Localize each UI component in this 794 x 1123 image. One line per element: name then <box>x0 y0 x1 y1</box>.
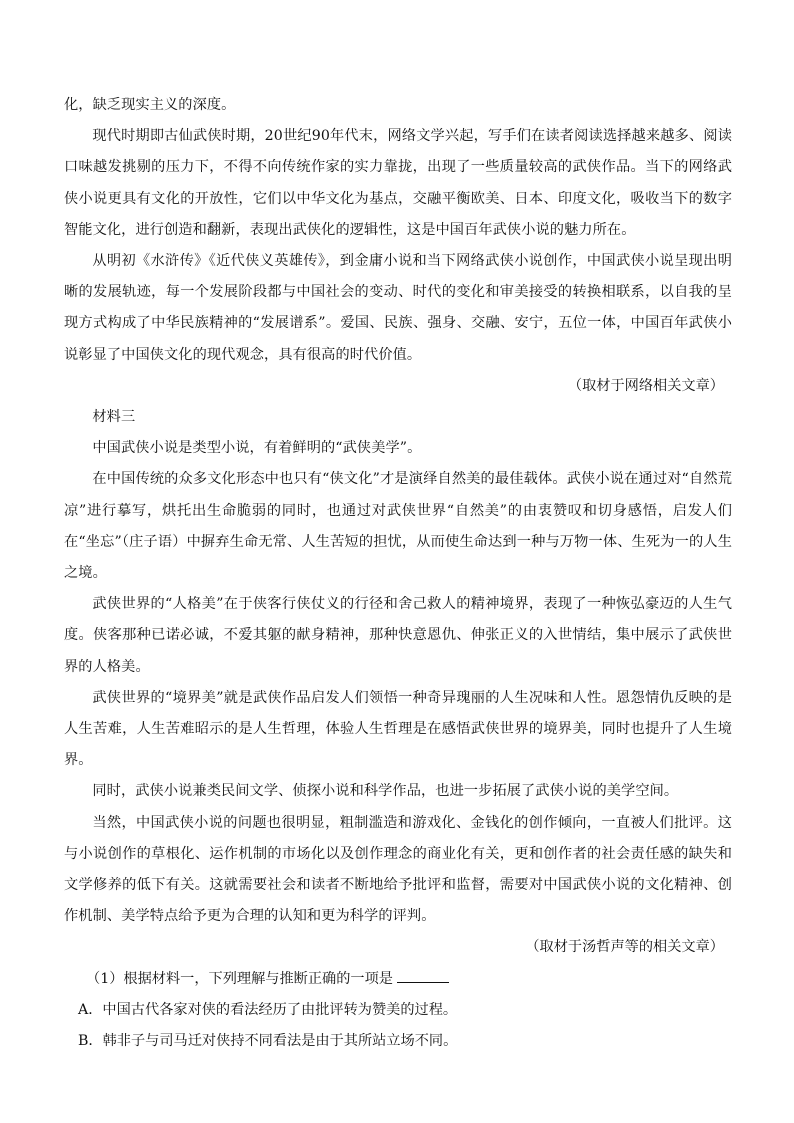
paragraph-modern-period: 现代时期即古仙武侠时期，20世纪90年代末，网络文学兴起，写手们在读者阅读选择越来越多、阅读口味越发挑剔的压力下，不得不向传统作家的实力靠拢，出现了一些质量较高的武侠作品。当下的网络武侠小说更具有文化的开放性，它们以中华文化为基点，交融平衡欧美、日本、印度文化，吸收当下的数字智能文化，进行创造和翻新，表现出武侠化的逻辑性，这是中国百年武侠小说的魅力所在。 <box>64 128 732 238</box>
paragraph-continuation: 化，缺乏现实主义的深度。 <box>64 97 236 113</box>
source-note-material-three: （取材于汤哲声等的相关文章） <box>525 939 724 956</box>
option-a: A．中国古代各家对侠的看法经历了由批评转为赞美的过程。 <box>78 1001 458 1018</box>
source-note-material-two: （取材于网络相关文章） <box>567 377 724 394</box>
paragraph-problems: 当然，中国武侠小说的问题也很明显，粗制滥造和游戏化、金钱化的创作倾向，一直被人们批评。这与小说创作的草根化、运作机制的市场化以及创作理念的商业化有关，更和创作者的社会责任感的缺失和文学修养的低下有关。这就需要社会和读者不断地给予批评和监督，需要对中国武侠小说的文化精神、创作机制、美学特点给予更为合理的认知和更为科学的评判。 <box>64 814 732 925</box>
paragraph-aesthetic-space: 同时，武侠小说兼类民间文学、侦探小说和科学作品，也进一步拓展了武侠小说的美学空间。 <box>92 783 679 800</box>
question-one <box>64 964 732 995</box>
material-three-heading: 材料三 <box>92 409 136 426</box>
paragraph-natural-beauty: 在中国传统的众多文化形态中也只有“侠文化”才是演绎自然美的最佳载体。武侠小说在通过对“自然荒凉”进行摹写，烘托出生命脆弱的同时，也通过对武侠世界“自然美”的由衷赞叹和切身感悟，启发人们在“坐忘”（庄子语）中摒弃生命无常、人生苦短的担忧，从而使生命达到一种与万物一体、生死为一的人生之境。 <box>64 471 732 582</box>
document-body <box>64 90 732 1057</box>
paragraph-realm-beauty: 武侠世界的“境界美”就是武侠作品启发人们领悟一种奇异瑰丽的人生况味和人性。恩怨情仇反映的是人生苦难，人生苦难昭示的是人生哲理，体验人生哲理是在感悟武侠世界的境界美，同时也提升了人生境界。 <box>64 689 732 769</box>
paragraph-development-trajectory: 从明初《水浒传》《近代侠义英雄传》，到金庸小说和当下网络武侠小说创作，中国武侠小说呈现出明晰的发展轨迹，每一个发展阶段都与中国社会的变动、时代的变化和审美接受的转换相联系，以自我的呈现方式构成了中华民族精神的“发展谱系”。爱国、民族、强身、交融、安宁，五位一体，中国百年武侠小说彰显了中国侠文化的现代观念，具有很高的时代价值。 <box>64 253 732 363</box>
paragraph-personality-beauty: 武侠世界的“人格美”在于侠客行侠仗义的行径和舍己救人的精神境界，表现了一种恢弘豪迈的人生气度。侠客那种已诺必诚，不爱其躯的献身精神，那种快意恩仇、伸张正义的入世情结，集中展示了武侠世界的人格美。 <box>64 596 732 675</box>
paragraph-wuxia-aesthetics: 中国武侠小说是类型小说，有着鲜明的“武侠美学”。 <box>92 440 422 457</box>
option-b: B．韩非子与司马迁对侠持不同看法是由于其所站立场不同。 <box>78 1033 458 1050</box>
question-stem: （1）根据材料一，下列理解与推断正确的一项是 <box>86 970 393 987</box>
answer-blank[interactable] <box>397 968 449 983</box>
